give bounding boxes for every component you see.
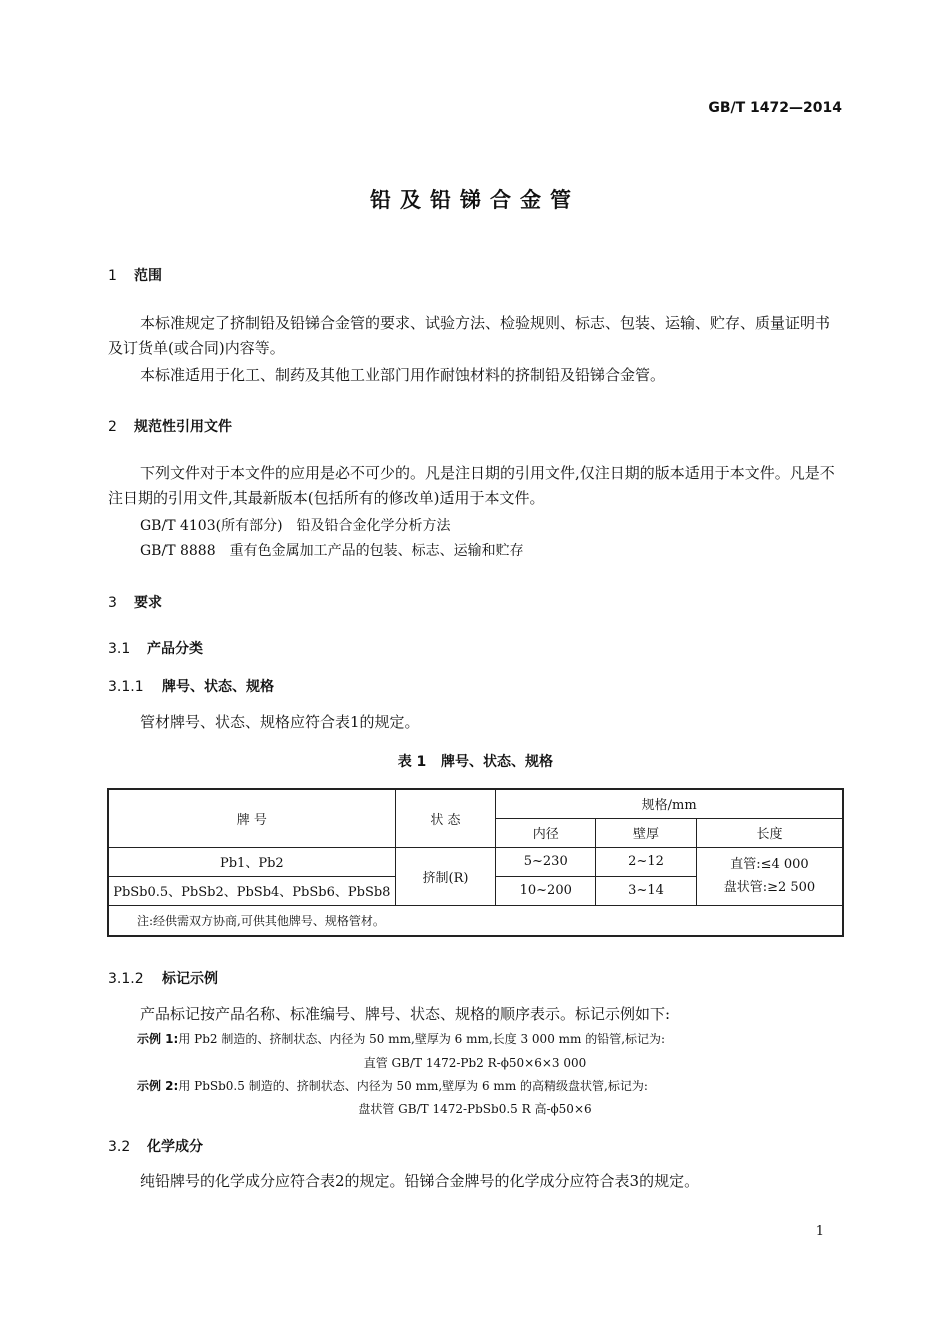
reference-code: GB/T 8888 — [140, 543, 216, 559]
section-3-1-2-paragraph: 产品标记按产品名称、标准编号、牌号、状态、规格的顺序表示。标记示例如下: — [140, 1005, 671, 1023]
example-1-mark: 直管 GB/T 1472-Pb2 R-ϕ50×6×3 000 — [363, 1056, 587, 1070]
header-temper: 状 态 — [395, 789, 496, 847]
section-3-1-1-heading — [108, 676, 274, 696]
cell-wall-thickness: 3~14 — [596, 876, 697, 905]
example-2 — [137, 1077, 648, 1094]
reference-item — [140, 540, 524, 560]
section-title: 要求 — [134, 595, 162, 611]
header-grade: 牌 号 — [108, 789, 395, 847]
cell-temper: 挤制(R) — [395, 847, 496, 905]
section-3-1-1-paragraph: 管材牌号、状态、规格应符合表1的规定。 — [140, 713, 420, 731]
table-number: 表 1 — [397, 754, 427, 770]
table-1-caption — [0, 751, 950, 771]
table-caption-title: 牌号、状态、规格 — [441, 754, 553, 770]
section-3-2-paragraph: 纯铅牌号的化学成分应符合表2的规定。铅锑合金牌号的化学成分应符合表3的规定。 — [140, 1172, 700, 1190]
section-number: 3.1 — [108, 641, 131, 657]
header-inner-diameter: 内径 — [496, 818, 596, 847]
length-straight: 直管:≤4 000 — [730, 857, 809, 872]
page-number: 1 — [815, 1224, 824, 1239]
cell-length — [696, 847, 843, 905]
header-length: 长度 — [696, 818, 843, 847]
section-title: 规范性引用文件 — [134, 419, 232, 435]
section-number: 1 — [108, 268, 117, 284]
example-label: 示例 1: — [137, 1032, 179, 1046]
length-coiled: 盘状管:≥2 500 — [723, 880, 816, 895]
section-title: 牌号、状态、规格 — [162, 679, 274, 695]
reference-title: 铅及铅合金化学分析方法 — [296, 518, 451, 534]
section-title: 化学成分 — [147, 1139, 203, 1155]
section-title: 范围 — [134, 268, 162, 284]
document-title: 铅及铅锑合金管 — [370, 187, 580, 212]
reference-code: GB/T 4103(所有部分) — [140, 518, 283, 534]
cell-wall-thickness: 2~12 — [596, 847, 697, 876]
section-3-2-heading — [108, 1136, 203, 1156]
example-text: 用 Pb2 制造的、挤制状态、内径为 50 mm,壁厚为 6 mm,长度 3 000 mm 的铅管,标记为: — [178, 1032, 666, 1046]
table-row — [108, 847, 843, 876]
reference-item — [140, 515, 451, 535]
section-1-paragraph-1: 本标准规定了挤制铅及铅锑合金管的要求、试验方法、检验规则、标志、包装、运输、贮存、质量证明书及订货单(或合同)内容等。 — [108, 314, 831, 357]
reference-title: 重有色金属加工产品的包装、标志、运输和贮存 — [229, 543, 524, 559]
section-1-paragraph-2: 本标准适用于化工、制药及其他工业部门用作耐蚀材料的挤制铅及铅锑合金管。 — [140, 366, 666, 384]
example-1 — [137, 1030, 665, 1047]
cell-inner-diameter: 10~200 — [496, 876, 596, 905]
header-spec: 规格/mm — [496, 789, 843, 818]
section-title: 产品分类 — [147, 641, 203, 657]
section-3-1-2-heading — [108, 968, 218, 988]
table-note: 注:经供需双方协商,可供其他牌号、规格管材。 — [108, 905, 843, 936]
section-1-heading — [108, 265, 162, 285]
section-3-1-heading — [108, 638, 203, 658]
example-label: 示例 2: — [137, 1079, 179, 1093]
section-number: 3.2 — [108, 1139, 131, 1155]
section-number: 3.1.1 — [108, 679, 144, 695]
table-1 — [107, 788, 844, 937]
section-number: 2 — [108, 419, 117, 435]
example-2-mark: 盘状管 GB/T 1472-PbSb0.5 R 高-ϕ50×6 — [358, 1102, 592, 1116]
header-wall-thickness: 壁厚 — [596, 818, 697, 847]
standard-code: GB/T 1472—2014 — [708, 100, 842, 116]
section-number: 3.1.2 — [108, 971, 144, 987]
section-3-heading — [108, 592, 162, 612]
example-text: 用 PbSb0.5 制造的、挤制状态、内径为 50 mm,壁厚为 6 mm 的高精级盘状管,标记为: — [178, 1079, 648, 1093]
cell-grade: Pb1、Pb2 — [108, 847, 395, 876]
section-2-heading — [108, 416, 232, 436]
section-number: 3 — [108, 595, 117, 611]
cell-grade: PbSb0.5、PbSb2、PbSb4、PbSb6、PbSb8 — [108, 876, 395, 905]
cell-inner-diameter: 5~230 — [496, 847, 596, 876]
section-title: 标记示例 — [162, 971, 218, 987]
section-2-paragraph-1: 下列文件对于本文件的应用是必不可少的。凡是注日期的引用文件,仅注日期的版本适用于本文件。凡是不注日期的引用文件,其最新版本(包括所有的修改单)适用于本文件。 — [108, 464, 835, 507]
